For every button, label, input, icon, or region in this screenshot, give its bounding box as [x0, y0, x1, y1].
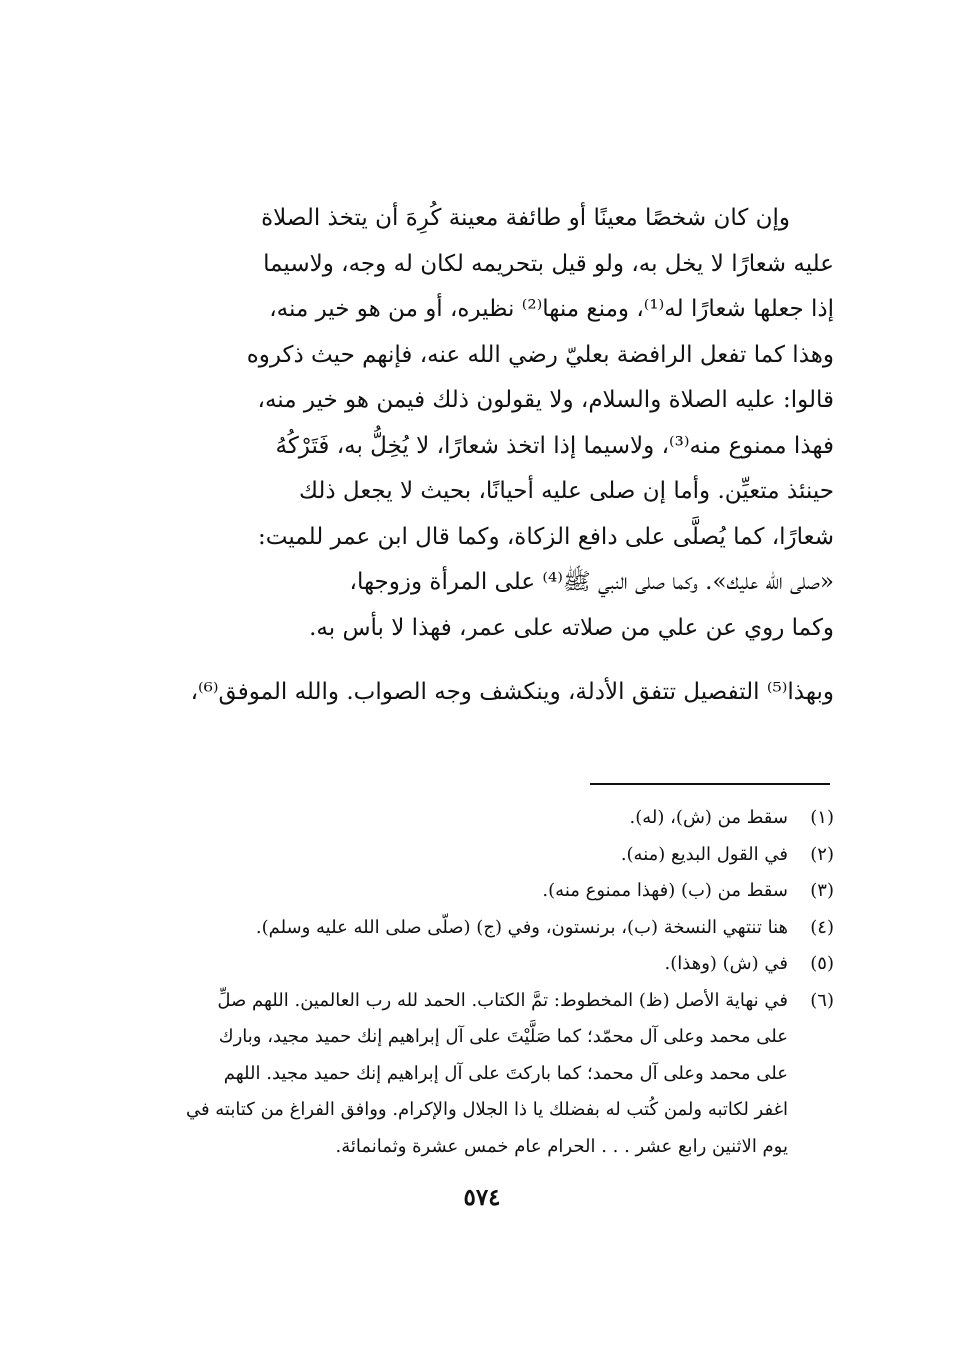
- body-line: عليه شعارًا لا يخل به، ولو قيل بتحريمه لكان له وجه، ولاسيما: [263, 250, 834, 277]
- footnote-number: (٦): [810, 989, 834, 1011]
- footnote-text: سقط من (ش)، (له).: [629, 807, 788, 828]
- body-line: شعارًا، كما يُصلَّى على دافع الزكاة، وكما قال ابن عمر للميت:: [258, 523, 834, 550]
- footnote-text: في القول البديع (منه).: [620, 843, 788, 865]
- page-number: ٥٧٤: [463, 1184, 501, 1211]
- body-line: قالوا: عليه الصلاة والسلام، ولا يقولون ذلك فيمن هو خير منه،: [257, 387, 834, 413]
- body-line: إذا جعلها شعارًا له⁽¹⁾، ومنع منها⁽²⁾ نظيره، أو من هو خير منه،: [269, 296, 834, 322]
- footnote: [134, 837, 834, 874]
- body-line: وهذا كما تفعل الرافضة بعليّ رضي الله عنه، فإنهم حيث ذكروه: [246, 341, 834, 368]
- footnote-text: في (ش) (وهذا).: [664, 953, 788, 974]
- footnote-separator: [590, 783, 830, 785]
- footnote-number: (٥): [810, 953, 834, 974]
- footnote: [134, 946, 834, 983]
- footnotes: [134, 800, 834, 1165]
- footnote-text: هنا تنتهي النسخة (ب)، برنستون، وفي (ج) (صلّى صلى الله عليه وسلم).: [255, 916, 788, 938]
- footnote: [134, 800, 834, 837]
- footnote-text: سقط من (ب) (فهذا ممنوع منه).: [542, 880, 788, 901]
- closing-paragraph: وبهذا⁽⁵⁾ التفصيل تتفق الأدلة، وينكشف وجه الصواب. والله الموفق⁽⁶⁾،: [190, 679, 834, 705]
- footnote: [134, 983, 834, 1166]
- footnote-text: يوم الاثنين رابع عشر . . . الحرام عام خمس عشرة وثمانمائة.: [335, 1135, 788, 1157]
- footnote-number: (٣): [810, 880, 834, 901]
- body-line: وإن كان شخصًا معينًا أو طائفة معينة كُرِهَ أن يتخذ الصلاة: [261, 205, 790, 231]
- body-line: وكما روي عن علي من صلاته على عمر، فهذا لا بأس به.: [309, 614, 834, 641]
- footnote-number: (١): [810, 807, 834, 828]
- footnote: [134, 873, 834, 910]
- footnote-number: (٤): [810, 916, 834, 938]
- footnote-number: (٢): [810, 843, 834, 865]
- footnote-text: اغفر لكاتبه ولمن كُتب له بفضلك يا ذا الجلال والإكرام. ووافق الفراغ من كتابته في: [185, 1099, 788, 1120]
- main-text: [134, 196, 834, 651]
- body-line: فهذا ممنوع منه⁽³⁾، ولاسيما إذا اتخذ شعارًا، لا يُخِلُّ به، فَتَرْكُهُ: [275, 432, 834, 459]
- footnote-text: في نهاية الأصل (ظ) المخطوط: تمَّ الكتاب. الحمد لله رب العالمين. اللهم صلِّ: [217, 989, 788, 1011]
- body-line: «صلى الله عليك». وكما صلى النبي ﷺ⁽⁴⁾ على المرأة وزوجها،: [349, 569, 834, 595]
- footnote-text: على محمد وعلى آل محمّد؛ كما صَلَّيْتَ على آل إبراهيم إنك حميد مجيد، وبارك: [218, 1026, 788, 1047]
- footnote: [134, 910, 834, 947]
- footnote-text: على محمد وعلى آل محمد؛ كما باركتَ على آل إبراهيم إنك حميد مجيد. اللهم: [223, 1062, 788, 1084]
- body-line: حينئذ متعيِّن. وأما إن صلى عليه أحيانًا، بحيث لا يجعل ذلك: [298, 478, 834, 504]
